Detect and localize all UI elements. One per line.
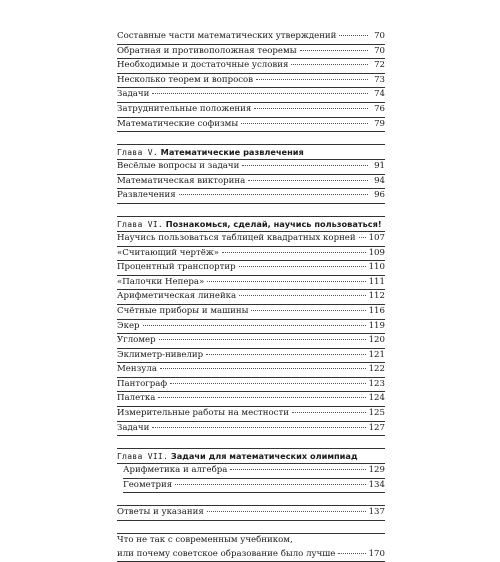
chapter-title: Познакомься, сделай, научись пользоваться! — [165, 218, 382, 229]
leader-dots — [152, 93, 368, 94]
toc-entry-title-line1: Что не так с современным учебником, — [117, 535, 293, 546]
toc-entry-page: 122 — [368, 364, 385, 375]
toc-entry[interactable] — [117, 407, 385, 421]
toc-entry-page: 134 — [368, 479, 385, 490]
toc-entry[interactable] — [117, 392, 385, 406]
toc-entry[interactable] — [117, 305, 385, 319]
toc-entry[interactable] — [117, 247, 385, 261]
leader-dots — [254, 108, 368, 109]
leader-dots — [242, 165, 368, 166]
table-of-contents — [117, 30, 385, 562]
toc-entry-title: Арифметика и алгебра — [123, 465, 228, 476]
chapter-heading-6 — [117, 217, 385, 231]
toc-entry-title: Затруднительные положения — [117, 103, 252, 114]
toc-entry-title: Задачи — [117, 89, 150, 100]
toc-entry-page: 127 — [368, 422, 385, 433]
toc-entry[interactable] — [117, 118, 385, 132]
toc-entry-page: 94 — [374, 175, 385, 186]
toc-entry-page: 70 — [374, 31, 385, 41]
toc-entry-page: 125 — [368, 408, 385, 419]
toc-entry-title: Развлечения — [117, 190, 176, 201]
toc-entry-title: Ответы и указания — [117, 507, 204, 518]
toc-entry-page: 170 — [368, 548, 385, 559]
toc-entry[interactable] — [117, 160, 385, 174]
toc-entry[interactable] — [117, 74, 385, 88]
toc-entry[interactable] — [117, 290, 385, 304]
toc-entry-title: Математические софизмы — [117, 118, 239, 129]
toc-entry-page: 112 — [368, 291, 385, 302]
toc-entry[interactable] — [117, 261, 385, 275]
leader-dots — [256, 79, 368, 80]
toc-entry-page: 91 — [374, 161, 385, 172]
toc-entry-title: Пантограф — [117, 378, 168, 389]
toc-entry-page: 73 — [374, 74, 385, 85]
leader-dots — [207, 511, 366, 512]
toc-entry-epilogue[interactable] — [117, 534, 385, 561]
toc-entry-title-line2: или почему советское образование было лучше — [117, 548, 336, 559]
toc-entry-title: Обратная и противоположная теоремы — [117, 45, 297, 56]
leader-dots — [292, 412, 366, 413]
leader-dots — [241, 123, 368, 124]
toc-entry[interactable] — [123, 479, 385, 493]
leader-dots — [179, 194, 368, 195]
toc-entry[interactable] — [117, 276, 385, 290]
chapter-number: Глава V. — [117, 148, 158, 158]
toc-entry[interactable] — [117, 422, 385, 436]
leader-dots — [300, 50, 368, 51]
toc-section-ch6 — [117, 232, 385, 436]
toc-entry-page: 124 — [368, 393, 385, 404]
toc-entry[interactable] — [117, 232, 385, 246]
chapter-number: Глава VII. — [117, 452, 169, 462]
toc-entry[interactable] — [117, 349, 385, 363]
leader-dots — [152, 427, 365, 428]
toc-entry[interactable] — [117, 30, 385, 44]
toc-entry-page: 123 — [368, 378, 385, 389]
leader-dots — [251, 310, 365, 311]
toc-entry-page: 76 — [374, 103, 385, 114]
toc-entry-page: 119 — [368, 320, 385, 331]
leader-dots — [158, 397, 365, 398]
toc-entry-page: 110 — [368, 262, 385, 273]
leader-dots — [359, 237, 366, 238]
chapter-heading-7 — [117, 449, 385, 463]
toc-entry[interactable] — [117, 334, 385, 348]
toc-entry-title: Экер — [117, 320, 140, 331]
toc-entry-title: Эклиметр-нивелир — [117, 349, 204, 360]
toc-entry-title: Необходимые и достаточные условия — [117, 60, 289, 71]
leader-dots — [175, 484, 365, 485]
toc-entry[interactable] — [117, 103, 385, 117]
toc-entry-title: Математическая викторина — [117, 175, 246, 186]
leader-dots — [239, 295, 365, 296]
toc-section-ch5 — [117, 160, 385, 204]
chapter-number: Глава VI. — [117, 219, 164, 229]
leader-dots — [222, 252, 366, 253]
toc-entry-title: Составные части математических утверждений — [117, 31, 337, 41]
leader-dots — [291, 64, 368, 65]
toc-entry-title: Весёлые вопросы и задачи — [117, 161, 240, 172]
chapter-title: Математические развлечения — [160, 147, 304, 158]
toc-entry-page: 79 — [374, 118, 385, 129]
leader-dots — [239, 266, 366, 267]
leader-dots — [160, 368, 366, 369]
toc-entry-title: Палетка — [117, 393, 156, 404]
toc-entry[interactable] — [117, 88, 385, 102]
toc-entry-page: 137 — [368, 507, 385, 518]
toc-entry-title: Мензула — [117, 364, 157, 375]
toc-entry[interactable] — [117, 363, 385, 377]
toc-entry-page: 109 — [368, 247, 385, 258]
leader-dots — [143, 325, 366, 326]
toc-entry-title: Процентный транспортир — [117, 262, 236, 273]
toc-entry-title: Счётные приборы и машины — [117, 305, 249, 316]
leader-dots — [170, 383, 365, 384]
toc-entry[interactable] — [117, 175, 385, 189]
leader-dots — [248, 180, 368, 181]
toc-entry-page: 107 — [368, 232, 385, 243]
toc-entry-title: Измерительные работы на местности — [117, 408, 289, 419]
toc-entry-answers[interactable] — [117, 506, 385, 520]
leader-dots — [230, 469, 365, 470]
leader-dots — [338, 553, 365, 554]
toc-entry-page: 70 — [374, 45, 385, 56]
toc-entry-title: Научись пользоваться таблицей квадратных корней — [117, 232, 356, 243]
toc-entry-page: 121 — [368, 349, 385, 360]
toc-section-top — [117, 30, 385, 132]
toc-entry-page: 111 — [368, 276, 385, 287]
toc-entry[interactable] — [123, 464, 385, 478]
toc-entry-title: Несколько теорем и вопросов — [117, 74, 254, 85]
toc-entry-title: Задачи — [117, 422, 150, 433]
toc-entry[interactable] — [117, 378, 385, 392]
toc-entry-title: «Палочки Непера» — [117, 276, 205, 287]
toc-entry-page: 116 — [368, 305, 385, 316]
chapter-title: Задачи для математических олимпиад — [170, 451, 358, 462]
chapter-heading-5 — [117, 145, 385, 159]
toc-section-ch7 — [117, 464, 385, 493]
leader-dots — [207, 281, 365, 282]
leader-dots — [339, 35, 368, 36]
toc-entry[interactable] — [117, 320, 385, 334]
toc-entry-page: 72 — [374, 60, 385, 71]
toc-entry[interactable] — [117, 59, 385, 73]
leader-dots — [206, 354, 365, 355]
toc-entry[interactable] — [117, 45, 385, 59]
leader-dots — [159, 339, 366, 340]
toc-entry-page: 74 — [374, 89, 385, 100]
toc-entry-title: Угломер — [117, 335, 156, 346]
toc-entry-page: 96 — [374, 190, 385, 201]
toc-entry-title: Геометрия — [123, 479, 173, 490]
toc-entry-title: «Считающий чертёж» — [117, 247, 220, 258]
toc-entry-title: Арифметическая линейка — [117, 291, 237, 302]
toc-entry-page: 129 — [368, 465, 385, 476]
toc-entry[interactable] — [117, 189, 385, 203]
toc-entry-page: 120 — [368, 335, 385, 346]
